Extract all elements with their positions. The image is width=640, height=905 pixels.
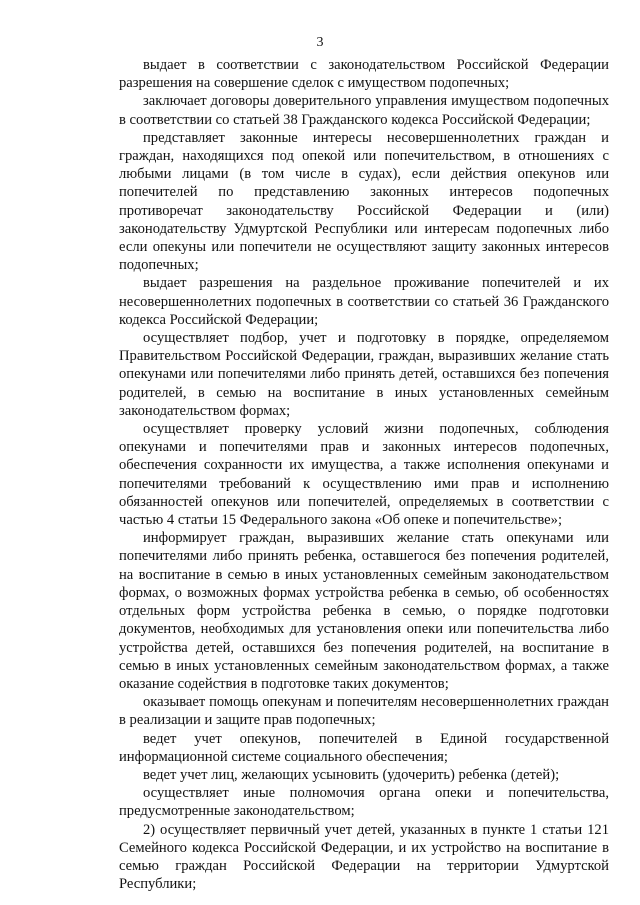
paragraph-3: представляет законные интересы несовершеннолетних граждан и граждан, находящихся под опекой или попечительством, в отношениях с любыми лицами (в том числе в судах), если действия опекунов или попечителей по представлению законных интересов подопечных противоречат законодательству Российской Федерации и (или) законодательству Удмуртской Республики или интересам подопечных либо если опекуны или попечители не осуществляют защиту законных интересов подопечных;: [119, 129, 609, 274]
page-number: 3: [316, 35, 324, 50]
paragraph-8: оказывает помощь опекунам и попечителям несовершеннолетних граждан в реализации и защите прав подопечных;: [119, 694, 609, 729]
paragraph-12: 2) осуществляет первичный учет детей, указанных в пункте 1 статьи 121 Семейного кодекса Российской Федерации, и их устройство на воспитание в семью граждан Российской Федерации на территории Удмуртской Республики;: [119, 821, 609, 893]
paragraph-7: информирует граждан, выразивших желание стать опекунами или попечителями либо принять ребенка, оставшегося без попечения родителей, на воспитание в семью в иных установленных семейным законодательством формах, о возможных формах устройства ребенка в семью, об особенностях отдельных форм устройства ребенка в семью, о порядке подготовки документов, необходимых для установления опеки или попечительства либо устройства детей, оставшихся без попечения родителей, на воспитание в семью в иных установленных семейным законодательством формах, а также оказание содействия в подготовке таких документов;: [119, 530, 609, 692]
paragraph-5: осуществляет подбор, учет и подготовку в порядке, определяемом Правительством Российской Федерации, граждан, выразивших желание стать опекунами или попечителями либо принять детей, оставшихся без попечения родителей, в семью на воспитание в иных установленных семейным законодательством формах;: [119, 330, 609, 419]
paragraph-10: ведет учет лиц, желающих усыновить (удочерить) ребенка (детей);: [143, 766, 560, 783]
paragraph-6: осуществляет проверку условий жизни подопечных, соблюдения опекунами и попечителями прав и законных интересов подопечных, обеспечения сохранности их имущества, а также исполнения опекунами и попечителями требований к осуществлению ими прав и исполнению обязанностей опекунов или попечителей, определяемых в соответствии с частью 4 статьи 15 Федерального закона «Об опеке и попечительстве»;: [119, 421, 609, 529]
document-body: [119, 56, 609, 893]
paragraph-2: заключает договоры доверительного управления имуществом подопечных в соответствии со статьей 38 Гражданского кодекса Российской Федерации;: [119, 93, 609, 128]
paragraph-11: осуществляет иные полномочия органа опеки и попечительства, предусмотренные законодательством;: [119, 785, 609, 820]
paragraph-1: выдает в соответствии с законодательством Российской Федерации разрешения на совершение сделок с имуществом подопечных;: [119, 57, 609, 92]
paragraph-9: ведет учет опекунов, попечителей в Единой государственной информационной системе социального обеспечения;: [119, 730, 609, 765]
paragraph-4: выдает разрешения на раздельное проживание попечителей и их несовершеннолетних подопечных в соответствии со статьей 36 Гражданского кодекса Российской Федерации;: [119, 275, 609, 328]
